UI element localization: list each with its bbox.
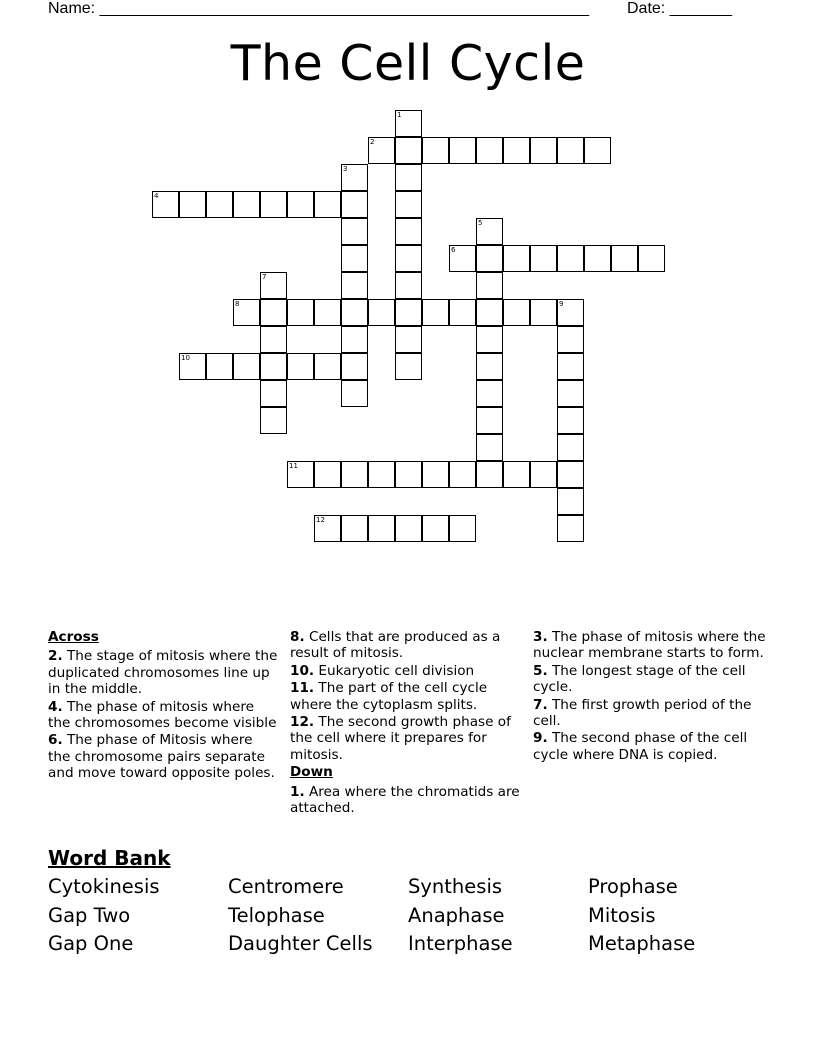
crossword-cell[interactable] [314,461,341,488]
crossword-cell[interactable] [341,218,368,245]
crossword-cell[interactable] [368,137,395,164]
crossword-cell[interactable] [395,137,422,164]
crossword-cell[interactable] [341,461,368,488]
clue-across-11: 11. The part of the cell cycle where the cytoplasm splits. [290,680,488,713]
clue-number: 6 [451,246,456,254]
crossword-cell[interactable] [503,137,530,164]
clues-column-2 [290,629,520,817]
page-title: The Cell Cycle [230,35,586,92]
crossword-cell[interactable] [584,137,611,164]
crossword-cell[interactable] [449,299,476,326]
crossword-cell[interactable] [530,461,557,488]
crossword-cell[interactable] [557,353,584,380]
date-line: Date: _______ [627,0,732,17]
crossword-cell[interactable] [476,272,503,299]
crossword-cell[interactable] [476,380,503,407]
word-bank-item: Metaphase [588,932,696,955]
word-bank-item: Prophase [588,875,678,898]
crossword-cell[interactable] [449,461,476,488]
crossword-cell[interactable] [368,299,395,326]
clue-number: 8 [235,300,240,308]
crossword-cell[interactable] [476,353,503,380]
crossword-cell[interactable] [314,299,341,326]
crossword-cell[interactable] [530,245,557,272]
word-bank-item: Cytokinesis [48,875,160,898]
crossword-cell[interactable] [395,164,422,191]
crossword-cell[interactable] [422,461,449,488]
crossword-cell[interactable] [179,191,206,218]
crossword-cell[interactable] [260,299,287,326]
crossword-cell[interactable] [476,245,503,272]
clue-across-8: 8. Cells that are produced as a result of mitosis. [290,629,501,662]
crossword-cell[interactable] [449,137,476,164]
down-heading: Down [290,764,333,781]
clue-number: 12 [316,516,325,524]
clue-across-10: 10. Eukaryotic cell division [290,662,475,679]
clue-across-4: 4. The phase of mitosis where the chromosomes become visible [48,698,277,732]
crossword-cell[interactable] [314,353,341,380]
crossword-cell[interactable] [422,299,449,326]
word-bank-item: Mitosis [588,904,656,927]
word-bank-item: Telophase [228,904,325,927]
crossword-cell[interactable] [179,353,206,380]
crossword-cell[interactable] [476,137,503,164]
crossword-cell[interactable] [557,245,584,272]
crossword-cell[interactable] [395,515,422,542]
crossword-cell[interactable] [557,326,584,353]
crossword-cell[interactable] [395,218,422,245]
clue-number: 11 [289,462,298,470]
clue-number: 7 [262,273,267,281]
name-line: Name: _______________________________________________________ [48,0,589,17]
clue-down-5: 5. The longest stage of the cell cycle. [533,662,746,696]
crossword-cell[interactable] [260,380,287,407]
crossword-cell[interactable] [476,326,503,353]
crossword-cell[interactable] [503,245,530,272]
crossword-cell[interactable] [341,326,368,353]
crossword-cell[interactable] [260,407,287,434]
crossword-cell[interactable] [557,461,584,488]
crossword-cell[interactable] [584,245,611,272]
clues-column-1 [48,629,278,783]
crossword-cell[interactable] [395,299,422,326]
word-bank-item: Synthesis [408,875,503,898]
crossword-cell[interactable] [638,245,665,272]
crossword-cell[interactable] [152,191,179,218]
clue-down-1: 1. Area where the chromatids are attached. [290,783,520,817]
crossword-cell[interactable] [476,434,503,461]
crossword-cell[interactable] [341,515,368,542]
crossword-cell[interactable] [476,299,503,326]
crossword-cell[interactable] [395,272,422,299]
crossword-cell[interactable] [557,434,584,461]
crossword-cell[interactable] [449,515,476,542]
crossword-cell[interactable] [233,353,260,380]
word-bank-item: Gap One [48,932,134,955]
crossword-cell[interactable] [368,461,395,488]
crossword-cell[interactable] [557,515,584,542]
crossword-cell[interactable] [611,245,638,272]
clue-number: 1 [397,111,402,119]
crossword-cell[interactable] [206,353,233,380]
clue-across-2: 2. The stage of mitosis where the duplicated chromosomes line up in the middle. [48,648,278,698]
crossword-cell[interactable] [557,407,584,434]
crossword-cell[interactable] [341,272,368,299]
crossword-cell[interactable] [233,191,260,218]
word-bank-item: Centromere [228,875,344,898]
crossword-cell[interactable] [395,326,422,353]
crossword-cell[interactable] [287,299,314,326]
crossword-cell[interactable] [341,164,368,191]
crossword-cell[interactable] [422,137,449,164]
crossword-cell[interactable] [530,137,557,164]
crossword-cell[interactable] [557,380,584,407]
word-bank-item: Daughter Cells [228,932,373,955]
crossword-cell[interactable] [395,245,422,272]
clue-number: 10 [181,354,190,362]
clue-number: 3 [343,165,348,173]
crossword-cell[interactable] [260,191,287,218]
crossword-cell[interactable] [260,353,287,380]
crossword-cell[interactable] [557,488,584,515]
crossword-cell[interactable] [314,515,341,542]
clue-down-9: 9. The second phase of the cell cycle where DNA is copied. [533,730,748,763]
crossword-cell[interactable] [395,191,422,218]
word-bank-item: Interphase [408,932,513,955]
clue-number: 9 [559,300,564,308]
crossword-cell[interactable] [341,191,368,218]
crossword-cell[interactable] [341,299,368,326]
crossword-cell[interactable] [476,407,503,434]
clue-number: 4 [154,192,159,200]
crossword-cell[interactable] [476,218,503,245]
crossword-cell[interactable] [287,461,314,488]
crossword-cell[interactable] [341,380,368,407]
crossword-cell[interactable] [557,137,584,164]
crossword-cell[interactable] [395,110,422,137]
clue-number: 5 [478,219,483,227]
crossword-cell[interactable] [503,461,530,488]
crossword-cell[interactable] [287,353,314,380]
crossword-cell[interactable] [422,515,449,542]
crossword-cell[interactable] [503,299,530,326]
crossword-cell[interactable] [233,299,260,326]
crossword-cell[interactable] [395,353,422,380]
across-heading: Across [48,629,99,645]
crossword-cell[interactable] [260,326,287,353]
word-bank-item: Gap Two [48,904,131,927]
crossword-cell[interactable] [530,299,557,326]
crossword-cell[interactable] [287,191,314,218]
word-bank-title: Word Bank [48,846,171,870]
crossword-cell[interactable] [314,191,341,218]
crossword-cell[interactable] [260,272,287,299]
crossword-cell[interactable] [341,245,368,272]
clue-down-3: 3. The phase of mitosis where the nuclear membrane starts to form. [533,629,766,662]
crossword-cell[interactable] [206,191,233,218]
clue-down-7: 7. The first growth period of the cell. [533,696,752,730]
clue-across-12: 12. The second growth phase of the cell where it prepares for mitosis. [290,714,511,763]
crossword-cell[interactable] [476,461,503,488]
clue-number: 2 [370,138,375,146]
crossword-cell[interactable] [368,515,395,542]
clues-column-3 [533,629,768,764]
word-bank-item: Anaphase [408,904,505,927]
crossword-cell[interactable] [557,299,584,326]
crossword-cell[interactable] [449,245,476,272]
crossword-cell[interactable] [341,353,368,380]
clue-across-6: 6. The phase of Mitosis where the chromosome pairs separate and move toward opposite poles. [48,732,275,782]
crossword-cell[interactable] [395,461,422,488]
